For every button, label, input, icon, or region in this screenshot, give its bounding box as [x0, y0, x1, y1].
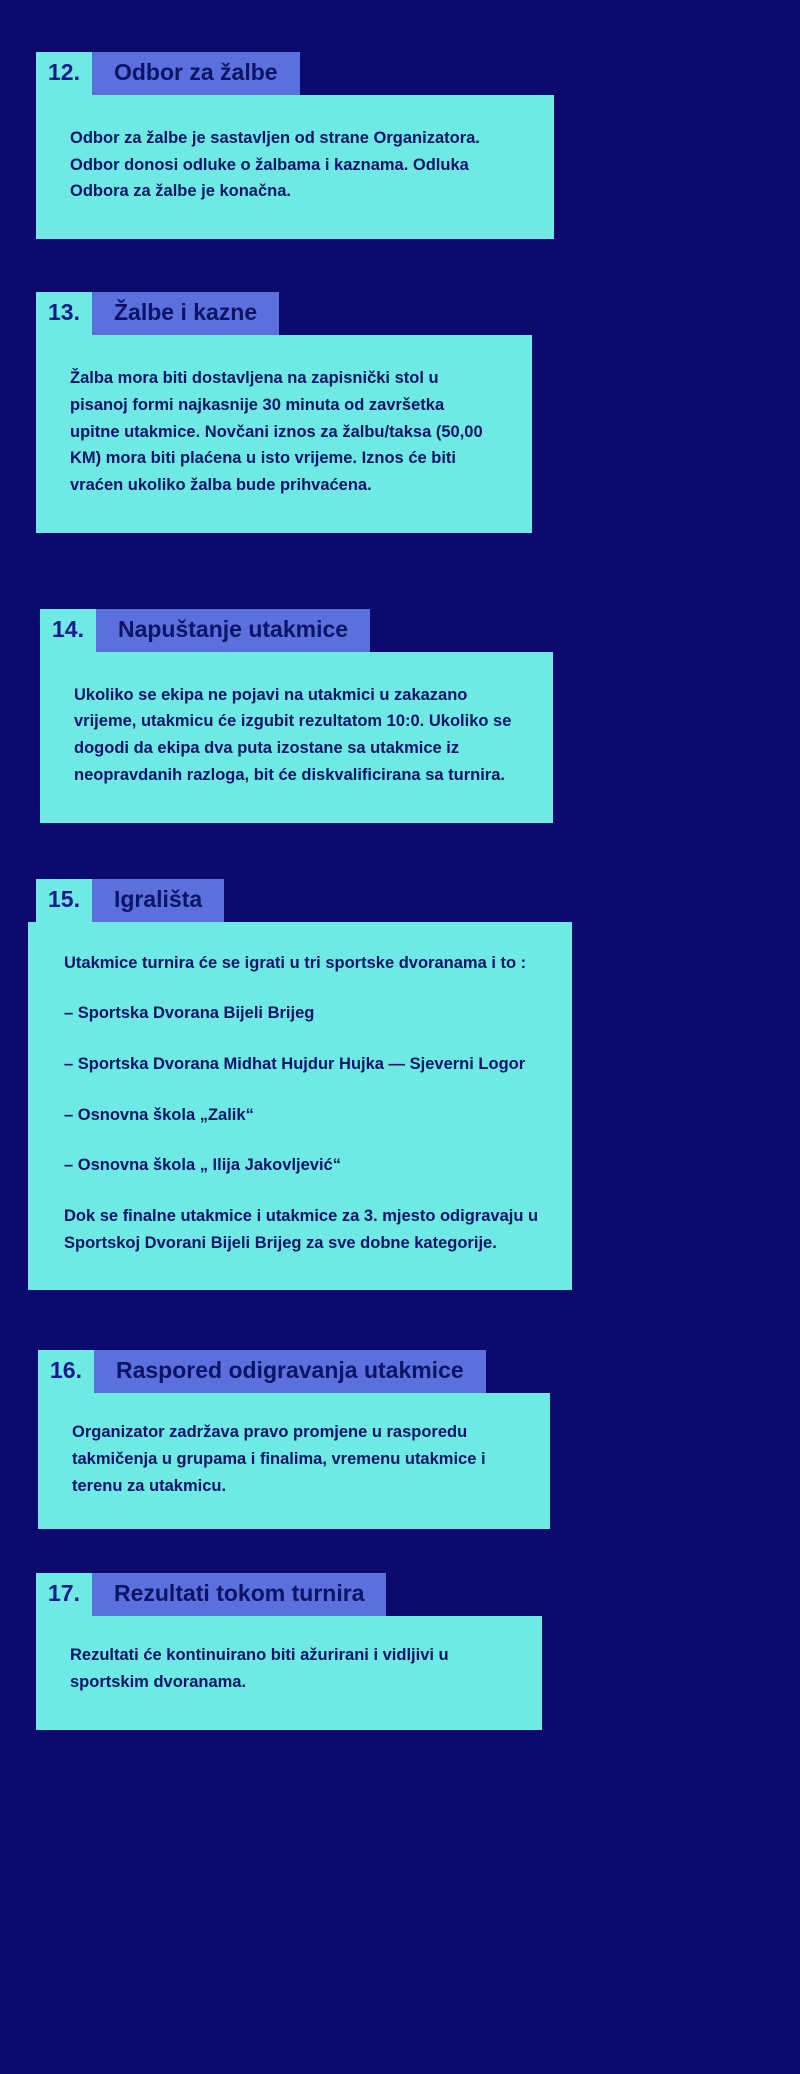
section-16-title: Raspored odigravanja utakmice: [94, 1350, 486, 1393]
section-15-venue-2: – Sportska Dvorana Midhat Hujdur Hujka — Sjeverni Logor: [64, 1054, 526, 1073]
section-17-paragraph-1: Rezultati će kontinuirano biti ažurirani i vidljivi u sportskim dvoranama.: [70, 1646, 449, 1692]
section-12: [0, 0, 800, 239]
section-14-header: [40, 609, 800, 652]
section-13: [0, 239, 800, 533]
section-15: [0, 823, 800, 1291]
section-13-title: Žalbe i kazne: [92, 292, 279, 335]
section-14-title: Napuštanje utakmice: [96, 609, 370, 652]
section-15-paragraph-1: Utakmice turnira će se igrati u tri sportske dvoranama i to :: [64, 953, 527, 972]
section-12-body: [36, 95, 554, 239]
section-15-title: Igrališta: [92, 879, 224, 922]
section-17-header: [36, 1573, 800, 1616]
section-17-body: [36, 1616, 542, 1729]
section-14-number: 14.: [40, 609, 96, 652]
section-15-venue-3: – Osnovna škola „Zalik“: [64, 1105, 254, 1124]
section-14-body: [40, 652, 553, 823]
section-15-body: [28, 922, 572, 1291]
section-15-venue-1: – Sportska Dvorana Bijeli Brijeg: [64, 1004, 315, 1023]
section-17-number: 17.: [36, 1573, 92, 1616]
section-15-paragraph-2: Dok se finalne utakmice i utakmice za 3. mjesto odigravaju u Sportskoj Dvorani Bijeli Brijeg za sve dobne kategorije.: [64, 1206, 539, 1252]
section-14: [0, 533, 800, 823]
section-14-paragraph-1: Ukoliko se ekipa ne pojavi na utakmici u zakazano vrijeme, utakmicu će izgubit rezultatom 10:0. Ukoliko se dogodi da ekipa dva puta izostane sa utakmice iz neopravdanih razloga, bit će diskvalificirana sa turnira.: [74, 685, 512, 784]
section-16-body: [38, 1393, 550, 1529]
section-16-header: [38, 1350, 800, 1393]
section-17-title: Rezultati tokom turnira: [92, 1573, 386, 1616]
page-bottom-spacer: [0, 1730, 800, 1802]
section-16-number: 16.: [38, 1350, 94, 1393]
section-15-number: 15.: [36, 879, 92, 922]
section-13-number: 13.: [36, 292, 92, 335]
section-15-header: [36, 879, 800, 922]
section-15-venue-4: – Osnovna škola „ Ilija Jakovljević“: [64, 1156, 341, 1175]
section-12-title: Odbor za žalbe: [92, 52, 300, 95]
section-13-header: [36, 292, 800, 335]
section-12-header: [36, 52, 800, 95]
section-13-body: [36, 335, 532, 533]
section-17: [0, 1529, 800, 1729]
section-12-paragraph-1: Odbor za žalbe je sastavljen od strane Organizatora. Odbor donosi odluke o žalbama i kaznama. Odluka Odbora za žalbe je konačna.: [70, 129, 480, 201]
section-16: [0, 1290, 800, 1529]
section-16-paragraph-1: Organizator zadržava pravo promjene u rasporedu takmičenja u grupama i finalima, vremenu utakmice i terenu za utakmicu.: [72, 1423, 486, 1495]
section-12-number: 12.: [36, 52, 92, 95]
section-13-paragraph-1: Žalba mora biti dostavljena na zapisnički stol u pisanoj formi najkasnije 30 minuta od završetka upitne utakmice. Novčani iznos za žalbu/taksa (50,00 KM) mora biti plaćena u isto vrijeme. Iznos će biti vraćen ukoliko žalba bude prihvaćena.: [70, 369, 483, 495]
